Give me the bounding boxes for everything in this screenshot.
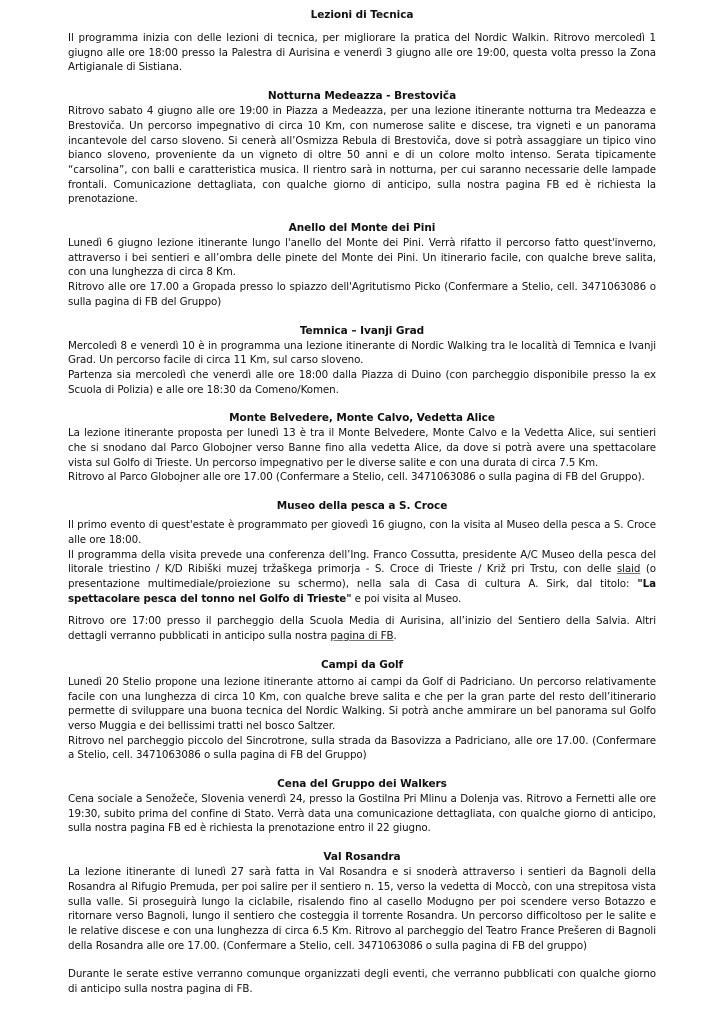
section-title-notturna: Notturna Medeazza - Brestoviča	[267, 90, 457, 103]
ritrovo-text-b: .	[393, 630, 397, 643]
paragraph-cena: Cena sociale a Senožeče, Slovenia venerdì 24, presso la Gostilna Pri Mlinu a Dolenja vas. Ritrovo a Fernetti alle ore 19:30, subito prima del confine di Stato. Verrà data una comunicazione dettagliata, con qualche giorno di anticipo, sulla nostra pagina FB ed è richiesta la prenotazione entro il 22 giugno.	[68, 793, 656, 835]
paragraph-belvedere-1: La lezione itinerante proposta per lunedì 13 è tra il Monte Belvedere, Monte Calvo e la Vedetta Alice, sui sentieri che si snodano dal Parco Globojner verso Banne fino alla vedetta Alice, da dove si potrà avere una spettacolare vista sul Golfo di Trieste. Un percorso impegnativo per le diverse salite e con una durata di circa 7.5 Km.	[68, 427, 656, 469]
paragraph-temnica-1: Mercoledì 8 e venerdì 10 è in programma una lezione itinerante di Nordic Walking tra le località di Temnica e Ivanji Grad. Un percorso facile di circa 11 Km, sul carso sloveno.	[68, 339, 656, 367]
paragraph-golf-2: Ritrovo nel parcheggio piccolo del Sincrotrone, sulla strada da Basovizza a Padriciano, alle ore 17.00. (Confermare a Stelio, cell. 3471063086 o sulla pagina di FB del Gruppo)	[68, 734, 656, 762]
section-title-lezioni-tecnica: Lezioni di Tecnica	[310, 9, 414, 21]
paragraph-closing: Durante le serate estive verranno comunque organizzati degli eventi, che verranno pubblicati con qualche giorno di anticipo sulla nostra pagina di FB.	[68, 968, 656, 996]
section-title-anello-monte-pini: Anello del Monte dei Pini	[288, 222, 436, 235]
museo-text-a: Il programma della visita prevede una conferenza dell’Ing. Franco Cossutta, presidente A/C Museo della pesca del litorale triestino / K/D Ribiški muzej tržaškega primorja - S. Croce di Trieste / Križ pri Trstu, con delle	[68, 548, 656, 576]
paragraph-lezioni-tecnica: Il programma inizia con delle lezioni di tecnica, per migliorare la pratica del Nordic Walkin. Ritrovo mercoledì 1 giugno alle ore 18:00 presso la Palestra di Aurisina e venerdì 3 giugno alle ore 19:00, questa volta presso la Zona Artigianale di Sistiana.	[68, 32, 656, 74]
ritrovo-text-a: Ritrovo ore 17:00 presso il parcheggio della Scuola Media di Aurisina, all’inizio del Sentiero della Salvia. Altri dettagli verranno pubblicati in anticipo sulla nostra	[68, 615, 656, 643]
paragraph-museo-1: Il primo evento di quest'estate è programmato per giovedì 16 giugno, con la visita al Museo della pesca a S. Croce alle ore 18:00.	[68, 519, 656, 546]
paragraph-golf-1: Lunedì 20 Stelio propone una lezione itinerante attorno ai campi da Golf di Padriciano. Un percorso relativamente facile con una lunghezza di circa 10 Km, con qualche breve salita e che per la gran parte del resto dell’itinerario permette di sviluppare una buona tecnica del Nordic Walking. Si potrà anche ammirare un bel panorama sul Golfo verso Muggia e dei bellissimi tratti nel bosco Saltzer.	[68, 675, 656, 732]
paragraph-museo-2	[68, 548, 656, 607]
paragraph-anello-1: Lunedì 6 giugno lezione itinerante lungo l'anello del Monte dei Pini. Verrà rifatto il percorso fatto quest'inverno, attraverso i bei sentieri e all’ombra delle pinete del Monte dei Pini. Un itinerario facile, con qualche breve salita, con una lunghezza di circa 8 Km.	[68, 237, 656, 279]
section-title-val-rosandra: Val Rosandra	[323, 851, 401, 864]
section-title-campi-golf: Campi da Golf	[320, 658, 404, 671]
paragraph-notturna: Ritrovo sabato 4 giugno alle ore 19:00 in Piazza a Medeazza, per una lezione itinerante notturna tra Medeazza e Brestoviča. Un percorso impegnativo di circa 10 Km, con numerose salite e discese, tra vigneti e un panorama incantevole del carso sloveno. Si cenerà all’Osmizza Rebula di Brestoviča, dove si potrà assaggiare un tipico vino bianco sloveno, proveniente da un vigneto di oltre 50 anni e di un colore molto intenso. Serata tipicamente “carsolina”, con balli e caratteristica musica. Il rientro sarà in notturna, per cui saranno necessarie delle lampade frontali. Comunicazione dettagliata, con qualche giorno di anticipo, sulla nostra pagina FB ed è richiesta la prenotazione.	[68, 105, 656, 206]
paragraph-museo-3	[68, 614, 656, 643]
fb-page-link[interactable]: pagina di FB	[330, 630, 394, 643]
paragraph-temnica-2: Partenza sia mercoledì che venerdì alle ore 18:00 dalla Piazza di Duino (con parcheggio disponibile presso la ex Scuola di Polizia) e alle ore 18:30 da Comeno/Komen.	[68, 368, 656, 396]
section-title-temnica: Temnica – Ivanji Grad	[299, 324, 425, 337]
section-title-monte-belvedere: Monte Belvedere, Monte Calvo, Vedetta Alice	[229, 412, 495, 425]
section-title-cena: Cena del Gruppo dei Walkers	[277, 778, 447, 791]
document-page	[68, 8, 656, 997]
museo-text-c: e poi visita al Museo.	[351, 592, 462, 605]
slaid-link[interactable]: slaid	[616, 563, 641, 576]
conference-title: "La spettacolare pesca del tonno nel Golfo di Trieste"	[68, 577, 656, 605]
section-title-museo-pesca: Museo della pesca a S. Croce	[276, 500, 448, 513]
paragraph-anello-2: Ritrovo alle ore 17.00 a Gropada presso lo spiazzo dell'Agritutismo Picko (Confermare a Stelio, cell. 3471063086 o sulla pagina di FB del Gruppo)	[68, 281, 656, 308]
paragraph-belvedere-2: Ritrovo al Parco Globojner alle ore 17.00 (Confermare a Stelio, cell. 3471063086 o sulla pagina di FB del Gruppo).	[68, 471, 645, 484]
museo-text-b: (o presentazione multimediale/proiezione su schermo), nella sala di Casa di cultura A. Sirk, dal titolo:	[68, 563, 656, 590]
paragraph-val-rosandra: La lezione itinerante di lunedì 27 sarà fatta in Val Rosandra e si snoderà attraverso i sentieri da Bagnoli della Rosandra al Rifugio Premuda, per poi salire per il sentiero n. 15, verso la vedetta di Moccò, con una strepitosa vista sulla valle. Si proseguirà lungo la ciclabile, risalendo fino al casello Modugno per poi scendere verso Botazzo e ritornare verso Bagnoli, lungo il sentiero che costeggia il torrente Rosandra. Un percorso difficoltoso per le salite e le relative discese e con una lunghezza di circa 6.5 Km. Ritrovo al parcheggio del Teatro France Prešeren di Bagnoli della Rosandra alle ore 17.00. (Confermare a Stelio, cell. 3471063086 o sulla pagina di FB del gruppo)	[68, 866, 656, 952]
